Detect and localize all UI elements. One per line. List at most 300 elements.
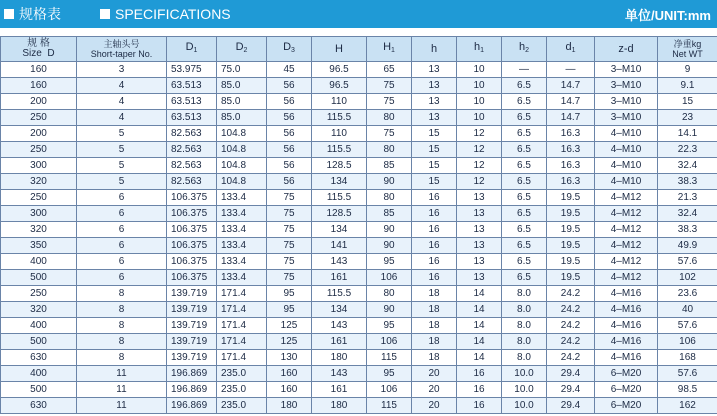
- cell-h-upper: 143: [312, 366, 367, 382]
- cell-d3: 125: [267, 334, 312, 350]
- cell-taper: 4: [77, 78, 167, 94]
- cell-h1-upper: 90: [367, 174, 412, 190]
- title-en: SPECIFICATIONS: [115, 6, 231, 22]
- cell-size: 630: [1, 398, 77, 414]
- cell-d1-lower: 19.5: [547, 222, 595, 238]
- cell-z-d: 4–M16: [595, 350, 658, 366]
- cell-h1-upper: 75: [367, 126, 412, 142]
- cell-h: 15: [412, 174, 457, 190]
- col-net-wt: [658, 37, 717, 62]
- cell-d3: 160: [267, 366, 312, 382]
- cell-d2: 133.4: [217, 238, 267, 254]
- cell-net-wt: 23: [658, 110, 717, 126]
- cell-h1: 12: [457, 126, 502, 142]
- cell-z-d: 4–M12: [595, 254, 658, 270]
- cell-h: 15: [412, 142, 457, 158]
- cell-h2: 10.0: [502, 382, 547, 398]
- cell-d1: 139.719: [167, 302, 217, 318]
- cell-h1-upper: 90: [367, 302, 412, 318]
- cell-h1-upper: 65: [367, 62, 412, 78]
- cell-taper: 8: [77, 302, 167, 318]
- cell-z-d: 3–M10: [595, 62, 658, 78]
- cell-taper: 4: [77, 94, 167, 110]
- cell-d1-lower: 24.2: [547, 334, 595, 350]
- cell-h1-upper: 106: [367, 334, 412, 350]
- cell-h2: 6.5: [502, 110, 547, 126]
- cell-d1: 196.869: [167, 382, 217, 398]
- cell-size: 250: [1, 190, 77, 206]
- cell-size: 200: [1, 94, 77, 110]
- cell-z-d: 3–M10: [595, 110, 658, 126]
- cell-d1-lower: 14.7: [547, 78, 595, 94]
- cell-d2: 171.4: [217, 334, 267, 350]
- cell-d3: 56: [267, 78, 312, 94]
- cell-net-wt: 106: [658, 334, 717, 350]
- cell-d3: 160: [267, 382, 312, 398]
- table-row: [1, 350, 717, 366]
- cell-d1: 106.375: [167, 270, 217, 286]
- cell-net-wt: 38.3: [658, 222, 717, 238]
- cell-d2: 104.8: [217, 158, 267, 174]
- cell-h2: 6.5: [502, 206, 547, 222]
- cell-z-d: 4–M10: [595, 126, 658, 142]
- square-bullet-icon: [4, 9, 14, 19]
- cell-d1: 139.719: [167, 286, 217, 302]
- cell-net-wt: 22.3: [658, 142, 717, 158]
- col-h1-upper: $H_1$: [367, 37, 412, 62]
- cell-h1-upper: 106: [367, 382, 412, 398]
- cell-h: 18: [412, 350, 457, 366]
- cell-h1-upper: 75: [367, 78, 412, 94]
- cell-d1: 106.375: [167, 238, 217, 254]
- table-row: [1, 78, 717, 94]
- col-h: h: [412, 37, 457, 62]
- title-cn: 规格表: [19, 6, 61, 22]
- cell-d1-lower: 19.5: [547, 254, 595, 270]
- cell-h: 16: [412, 190, 457, 206]
- table-row: [1, 110, 717, 126]
- cell-h2: —: [502, 62, 547, 78]
- cell-h-upper: 128.5: [312, 206, 367, 222]
- cell-d1: 106.375: [167, 254, 217, 270]
- cell-net-wt: 98.5: [658, 382, 717, 398]
- cell-h-upper: 128.5: [312, 158, 367, 174]
- cell-h1-upper: 80: [367, 286, 412, 302]
- cell-d3: 56: [267, 126, 312, 142]
- cell-h-upper: 115.5: [312, 142, 367, 158]
- table-row: [1, 126, 717, 142]
- table-row: [1, 270, 717, 286]
- cell-h1: 14: [457, 286, 502, 302]
- cell-d2: 133.4: [217, 270, 267, 286]
- cell-d3: 180: [267, 398, 312, 414]
- cell-h-upper: 115.5: [312, 110, 367, 126]
- cell-net-wt: 57.6: [658, 318, 717, 334]
- cell-d1: 63.513: [167, 94, 217, 110]
- unit-label: 单位/UNIT:mm: [625, 7, 711, 23]
- cell-d3: 75: [267, 254, 312, 270]
- cell-h1-upper: 95: [367, 318, 412, 334]
- cell-h: 15: [412, 126, 457, 142]
- cell-h2: 10.0: [502, 398, 547, 414]
- cell-taper: 4: [77, 110, 167, 126]
- cell-h1: 13: [457, 222, 502, 238]
- cell-taper: 11: [77, 366, 167, 382]
- cell-h1: 10: [457, 62, 502, 78]
- cell-d3: 130: [267, 350, 312, 366]
- cell-d1-lower: 29.4: [547, 398, 595, 414]
- col-wt-cn: 净重kg: [673, 39, 702, 49]
- cell-d1-lower: 24.2: [547, 318, 595, 334]
- cell-h1-upper: 80: [367, 110, 412, 126]
- cell-d2: 235.0: [217, 398, 267, 414]
- cell-h2: 8.0: [502, 334, 547, 350]
- cell-d1: 196.869: [167, 366, 217, 382]
- table-row: [1, 382, 717, 398]
- cell-z-d: 6–M20: [595, 366, 658, 382]
- cell-d1-lower: —: [547, 62, 595, 78]
- cell-size: 500: [1, 334, 77, 350]
- col-d1: $D_1$: [167, 37, 217, 62]
- cell-d1-lower: 29.4: [547, 382, 595, 398]
- cell-h1: 13: [457, 206, 502, 222]
- cell-size: 250: [1, 110, 77, 126]
- cell-net-wt: 9.1: [658, 78, 717, 94]
- cell-h2: 8.0: [502, 318, 547, 334]
- cell-h2: 6.5: [502, 158, 547, 174]
- cell-h2: 6.5: [502, 78, 547, 94]
- cell-size: 500: [1, 270, 77, 286]
- cell-d1: 63.513: [167, 78, 217, 94]
- table-row: [1, 190, 717, 206]
- cell-h: 16: [412, 222, 457, 238]
- cell-d2: 104.8: [217, 142, 267, 158]
- cell-h: 20: [412, 398, 457, 414]
- cell-d1: 82.563: [167, 174, 217, 190]
- cell-size: 400: [1, 254, 77, 270]
- cell-h1: 10: [457, 110, 502, 126]
- cell-h: 16: [412, 254, 457, 270]
- square-bullet-icon: [100, 9, 110, 19]
- table-row: [1, 302, 717, 318]
- cell-z-d: 4–M16: [595, 318, 658, 334]
- cell-taper: 6: [77, 190, 167, 206]
- cell-d2: 75.0: [217, 62, 267, 78]
- cell-h: 13: [412, 110, 457, 126]
- col-size-en-line: [1, 49, 76, 59]
- col-z-d: z-d: [595, 37, 658, 62]
- table-header: [1, 37, 717, 62]
- cell-d3: 75: [267, 206, 312, 222]
- cell-size: 250: [1, 142, 77, 158]
- table-row: [1, 334, 717, 350]
- cell-d1-lower: 19.5: [547, 238, 595, 254]
- cell-d1-lower: 19.5: [547, 206, 595, 222]
- cell-taper: 6: [77, 238, 167, 254]
- cell-h-upper: 96.5: [312, 78, 367, 94]
- cell-taper: 11: [77, 382, 167, 398]
- cell-d1: 106.375: [167, 190, 217, 206]
- cell-h2: 8.0: [502, 302, 547, 318]
- cell-d2: 104.8: [217, 174, 267, 190]
- col-d2: $D_2$: [217, 37, 267, 62]
- cell-d1-lower: 24.2: [547, 286, 595, 302]
- table-row: [1, 286, 717, 302]
- cell-h1-upper: 115: [367, 398, 412, 414]
- cell-h1: 16: [457, 398, 502, 414]
- cell-net-wt: 162: [658, 398, 717, 414]
- cell-h-upper: 161: [312, 334, 367, 350]
- cell-h-upper: 161: [312, 382, 367, 398]
- cell-h1: 13: [457, 270, 502, 286]
- cell-h-upper: 134: [312, 222, 367, 238]
- cell-h-upper: 141: [312, 238, 367, 254]
- cell-h1: 10: [457, 94, 502, 110]
- cell-d1-lower: 16.3: [547, 174, 595, 190]
- cell-h: 18: [412, 318, 457, 334]
- col-taper-cn: 主轴头号: [103, 39, 140, 49]
- table-row: [1, 366, 717, 382]
- cell-h-upper: 180: [312, 398, 367, 414]
- cell-d1: 106.375: [167, 206, 217, 222]
- cell-d3: 56: [267, 94, 312, 110]
- cell-h: 13: [412, 78, 457, 94]
- col-size-en: Size: [22, 48, 42, 59]
- cell-d3: 75: [267, 190, 312, 206]
- cell-h-upper: 110: [312, 94, 367, 110]
- cell-size: 320: [1, 302, 77, 318]
- cell-h1: 10: [457, 78, 502, 94]
- col-size-d: D: [47, 48, 55, 59]
- cell-net-wt: 49.9: [658, 238, 717, 254]
- cell-d3: 125: [267, 318, 312, 334]
- cell-d3: 75: [267, 270, 312, 286]
- cell-taper: 8: [77, 334, 167, 350]
- cell-h: 13: [412, 94, 457, 110]
- cell-z-d: 4–M12: [595, 190, 658, 206]
- cell-d2: 85.0: [217, 110, 267, 126]
- cell-d2: 235.0: [217, 382, 267, 398]
- cell-d2: 171.4: [217, 286, 267, 302]
- cell-net-wt: 15: [658, 94, 717, 110]
- cell-taper: 5: [77, 142, 167, 158]
- cell-d1: 106.375: [167, 222, 217, 238]
- cell-d2: 235.0: [217, 366, 267, 382]
- table-row: [1, 62, 717, 78]
- cell-size: 200: [1, 126, 77, 142]
- cell-h: 18: [412, 302, 457, 318]
- cell-h1-upper: 80: [367, 190, 412, 206]
- cell-d2: 85.0: [217, 78, 267, 94]
- cell-h: 16: [412, 270, 457, 286]
- cell-d1-lower: 14.7: [547, 94, 595, 110]
- cell-h1-upper: 85: [367, 158, 412, 174]
- cell-d1: 53.975: [167, 62, 217, 78]
- table-row: [1, 318, 717, 334]
- cell-d3: 75: [267, 238, 312, 254]
- cell-net-wt: 14.1: [658, 126, 717, 142]
- cell-d2: 133.4: [217, 206, 267, 222]
- col-d1-lower: $d_1$: [547, 37, 595, 62]
- cell-h2: 6.5: [502, 222, 547, 238]
- cell-d3: 56: [267, 174, 312, 190]
- cell-h2: 8.0: [502, 286, 547, 302]
- table-row: [1, 238, 717, 254]
- cell-z-d: 3–M10: [595, 94, 658, 110]
- cell-size: 500: [1, 382, 77, 398]
- cell-d3: 95: [267, 286, 312, 302]
- cell-taper: 5: [77, 126, 167, 142]
- cell-d1: 82.563: [167, 158, 217, 174]
- cell-net-wt: 38.3: [658, 174, 717, 190]
- table-row: [1, 206, 717, 222]
- cell-h-upper: 134: [312, 302, 367, 318]
- cell-h1-upper: 75: [367, 94, 412, 110]
- cell-h1: 12: [457, 174, 502, 190]
- cell-h-upper: 115.5: [312, 190, 367, 206]
- cell-h: 18: [412, 334, 457, 350]
- cell-d1-lower: 16.3: [547, 142, 595, 158]
- table-row: [1, 158, 717, 174]
- cell-h-upper: 161: [312, 270, 367, 286]
- cell-h1-upper: 80: [367, 142, 412, 158]
- title-bar: [0, 0, 717, 28]
- cell-h: 20: [412, 366, 457, 382]
- cell-z-d: 4–M16: [595, 286, 658, 302]
- table-row: [1, 398, 717, 414]
- cell-net-wt: 40: [658, 302, 717, 318]
- cell-z-d: 4–M10: [595, 158, 658, 174]
- cell-h2: 6.5: [502, 126, 547, 142]
- specifications-table: [0, 36, 717, 414]
- cell-d1-lower: 19.5: [547, 190, 595, 206]
- cell-z-d: 4–M12: [595, 238, 658, 254]
- table-row: [1, 142, 717, 158]
- col-h1: $h_1$: [457, 37, 502, 62]
- cell-size: 350: [1, 238, 77, 254]
- cell-z-d: 6–M20: [595, 398, 658, 414]
- col-taper: [77, 37, 167, 62]
- table-row: [1, 174, 717, 190]
- cell-h-upper: 143: [312, 318, 367, 334]
- cell-net-wt: 32.4: [658, 206, 717, 222]
- cell-taper: 11: [77, 398, 167, 414]
- cell-h1: 14: [457, 334, 502, 350]
- cell-d2: 133.4: [217, 254, 267, 270]
- cell-taper: 3: [77, 62, 167, 78]
- cell-h-upper: 134: [312, 174, 367, 190]
- title-cn-section: [4, 0, 61, 28]
- cell-d2: 133.4: [217, 222, 267, 238]
- cell-d1: 196.869: [167, 398, 217, 414]
- cell-h-upper: 115.5: [312, 286, 367, 302]
- col-h-upper: H: [312, 37, 367, 62]
- cell-taper: 8: [77, 318, 167, 334]
- cell-taper: 5: [77, 174, 167, 190]
- cell-net-wt: 168: [658, 350, 717, 366]
- cell-z-d: 3–M10: [595, 78, 658, 94]
- cell-d1: 139.719: [167, 318, 217, 334]
- cell-size: 320: [1, 222, 77, 238]
- cell-d1-lower: 14.7: [547, 110, 595, 126]
- cell-d2: 85.0: [217, 94, 267, 110]
- cell-h1: 14: [457, 302, 502, 318]
- title-en-section: [100, 0, 231, 28]
- cell-h-upper: 96.5: [312, 62, 367, 78]
- cell-size: 400: [1, 318, 77, 334]
- cell-h1: 12: [457, 158, 502, 174]
- cell-z-d: 4–M12: [595, 206, 658, 222]
- cell-h: 20: [412, 382, 457, 398]
- table-body: [1, 62, 717, 414]
- cell-d1-lower: 24.2: [547, 302, 595, 318]
- cell-size: 300: [1, 206, 77, 222]
- cell-d1-lower: 24.2: [547, 350, 595, 366]
- cell-z-d: 4–M12: [595, 222, 658, 238]
- cell-h1-upper: 90: [367, 238, 412, 254]
- cell-net-wt: 102: [658, 270, 717, 286]
- table-row: [1, 94, 717, 110]
- cell-taper: 6: [77, 222, 167, 238]
- cell-h1-upper: 90: [367, 222, 412, 238]
- cell-h-upper: 143: [312, 254, 367, 270]
- table-row: [1, 254, 717, 270]
- cell-h1: 14: [457, 350, 502, 366]
- cell-h1: 16: [457, 366, 502, 382]
- cell-size: 300: [1, 158, 77, 174]
- cell-taper: 6: [77, 254, 167, 270]
- cell-h1-upper: 95: [367, 366, 412, 382]
- cell-h2: 6.5: [502, 190, 547, 206]
- cell-d1: 63.513: [167, 110, 217, 126]
- cell-h1-upper: 106: [367, 270, 412, 286]
- cell-d3: 45: [267, 62, 312, 78]
- col-wt-en: Net WT: [672, 49, 703, 59]
- cell-z-d: 4–M12: [595, 270, 658, 286]
- cell-h1: 13: [457, 254, 502, 270]
- cell-taper: 8: [77, 286, 167, 302]
- col-d3: $D_3$: [267, 37, 312, 62]
- cell-d3: 95: [267, 302, 312, 318]
- cell-taper: 6: [77, 270, 167, 286]
- cell-h: 18: [412, 286, 457, 302]
- cell-d2: 133.4: [217, 190, 267, 206]
- col-size-cn: 规 格: [27, 38, 50, 49]
- cell-d1-lower: 16.3: [547, 158, 595, 174]
- cell-size: 630: [1, 350, 77, 366]
- cell-h-upper: 110: [312, 126, 367, 142]
- cell-h1: 13: [457, 238, 502, 254]
- cell-h: 16: [412, 206, 457, 222]
- cell-z-d: 4–M10: [595, 174, 658, 190]
- cell-net-wt: 23.6: [658, 286, 717, 302]
- col-taper-en: Short-taper No.: [90, 49, 153, 59]
- cell-h-upper: 180: [312, 350, 367, 366]
- cell-h1: 14: [457, 318, 502, 334]
- cell-d2: 171.4: [217, 350, 267, 366]
- cell-d2: 171.4: [217, 318, 267, 334]
- cell-d2: 171.4: [217, 302, 267, 318]
- cell-size: 250: [1, 286, 77, 302]
- cell-taper: 8: [77, 350, 167, 366]
- cell-d3: 56: [267, 158, 312, 174]
- cell-z-d: 4–M16: [595, 302, 658, 318]
- cell-h1-upper: 95: [367, 254, 412, 270]
- cell-h1-upper: 115: [367, 350, 412, 366]
- cell-d1: 82.563: [167, 142, 217, 158]
- cell-d3: 56: [267, 110, 312, 126]
- cell-d1: 82.563: [167, 126, 217, 142]
